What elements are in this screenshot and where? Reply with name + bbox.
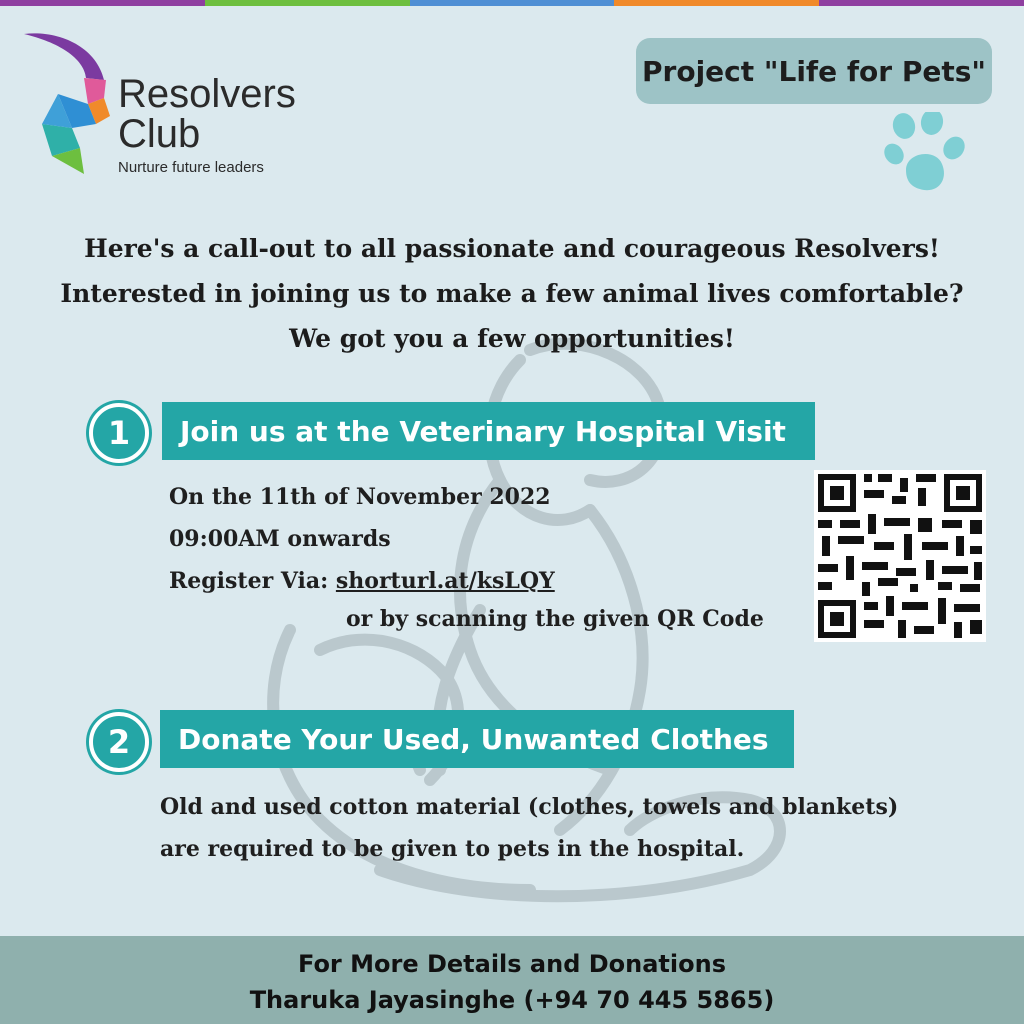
qr-code-icon[interactable] <box>814 470 986 642</box>
section-2-heading: Donate Your Used, Unwanted Clothes <box>160 710 794 768</box>
callout-line3: We got you a few opportunities! <box>289 324 735 353</box>
step-2-number-badge: 2 <box>89 712 149 772</box>
head-profile-logo-icon <box>18 28 118 178</box>
top-color-stripe <box>0 0 1024 6</box>
logo-title-line2: Club <box>118 112 201 156</box>
register-link[interactable]: shorturl.at/ksLQY <box>335 568 555 594</box>
register-prefix: Register Via: <box>169 568 336 594</box>
step-1-number-badge: 1 <box>89 403 149 463</box>
paw-print-icon <box>884 112 974 194</box>
logo-title-line1: Resolvers <box>118 72 296 116</box>
footer-line1: For More Details and Donations <box>298 950 726 978</box>
footer-contact: Tharuka Jayasinghe (+94 70 445 5865) <box>249 986 775 1014</box>
logo-title <box>118 74 318 154</box>
event-time: 09:00AM onwards <box>169 526 391 552</box>
callout-line2: Interested in joining us to make a few animal lives comfortable? <box>60 279 964 308</box>
register-line <box>169 568 555 594</box>
callout-line1: Here's a call-out to all passionate and courageous Resolvers! <box>84 234 940 263</box>
project-title-badge: Project "Life for Pets" <box>636 38 992 104</box>
logo-tagline: Nurture future leaders <box>118 159 264 176</box>
contact-footer <box>0 936 1024 1024</box>
section-1-heading: Join us at the Veterinary Hospital Visit <box>162 402 815 460</box>
donation-line2: are required to be given to pets in the hospital. <box>160 836 745 862</box>
call-out-text <box>0 226 1024 361</box>
resolvers-club-logo <box>18 28 318 188</box>
event-date: On the 11th of November 2022 <box>169 484 551 510</box>
qr-instruction: or by scanning the given QR Code <box>346 606 764 632</box>
donation-line1: Old and used cotton material (clothes, towels and blankets) <box>160 794 899 820</box>
